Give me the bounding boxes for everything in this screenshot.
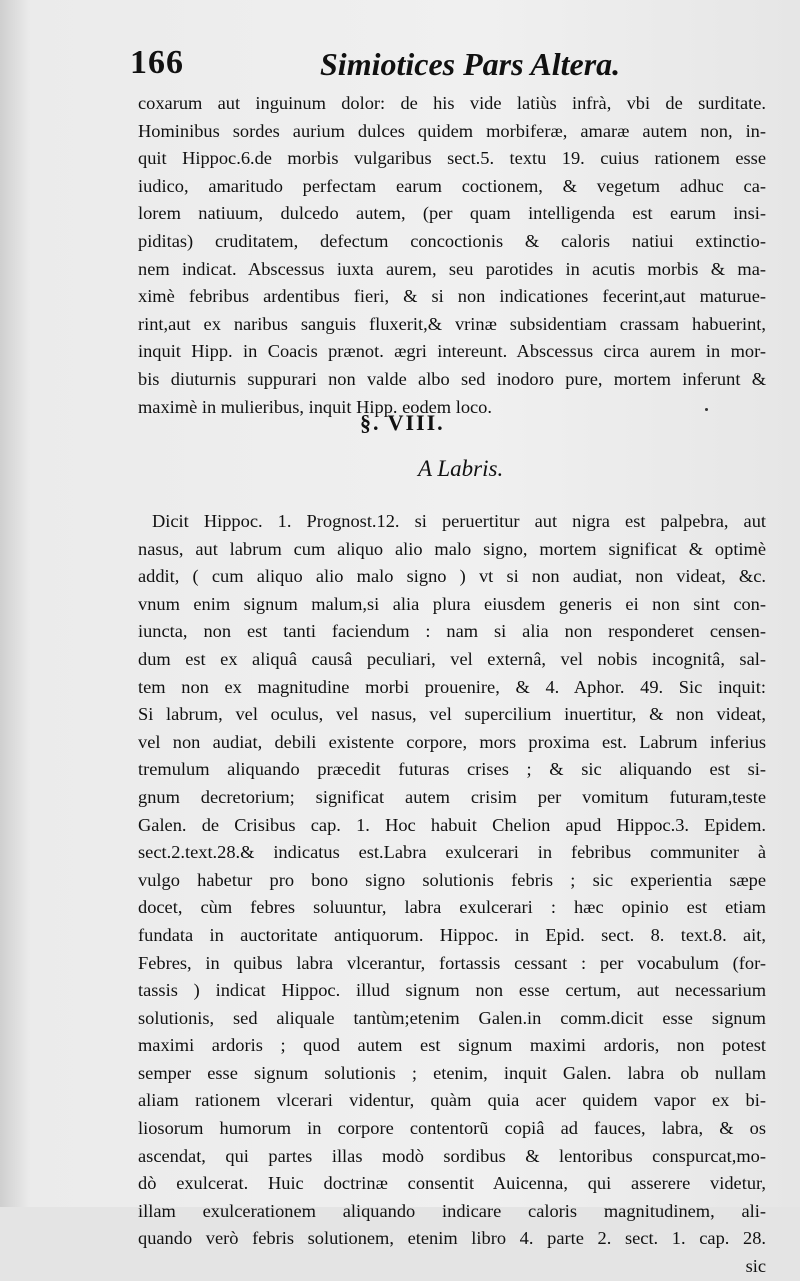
text-line: vulgo habetur pro bono signo solutionis febris ; sic experientia sæpe <box>138 869 766 890</box>
text-line: bis diuturnis suppurari non valde albo sed inodoro pure, mortem inferunt & <box>138 368 766 389</box>
text-line: docet, cùm febres soluuntur, labra exulcerari : hæc opinio est etiam <box>138 897 766 918</box>
text-line: sect.2.text.28.& indicatus est.Labra exulcerari in febribus communiter à <box>138 842 766 863</box>
text-line: Febres, in quibus labra vlcerantur, fortassis cessant : per vocabulum (for- <box>138 952 766 973</box>
text-line: dò exulcerat. Huic doctrinæ consentit Auicenna, qui asserere videtur, <box>138 1173 766 1194</box>
text-line: iudico, amaritudo perfectam earum coctionem, & vegetum adhuc ca- <box>138 175 766 196</box>
paragraph-continued <box>138 90 766 421</box>
text-line: gnum decretorium; significat autem crisim per vomitum futuram,teste <box>138 786 766 807</box>
text-line: maximè in mulieribus, inquit Hipp. eodem loco. <box>138 396 492 417</box>
ink-speck <box>705 408 708 411</box>
text-line: addit, ( cum aliquo alio malo signo ) vt si non audiat, non videat, &c. <box>138 566 766 587</box>
text-line: Hominibus sordes aurium dulces quidem morbiferæ, amaræ autem non, in- <box>138 120 766 141</box>
text-line: tremulum aliquando præcedit futuras crises ; & sic aliquando est si- <box>138 759 766 780</box>
text-line: nasus, aut labrum cum aliquo alio malo signo, mortem significat & optimè <box>138 538 766 559</box>
page-header <box>130 44 640 88</box>
text-line: ximè febribus ardentibus fieri, & si non indicationes fecerint,aut maturue- <box>138 286 766 307</box>
text-line: coxarum aut inguinum dolor: de his vide latiùs infrà, vbi de surditate. <box>138 93 766 113</box>
running-title: Simiotices Pars Altera. <box>320 46 621 82</box>
text-line: vel non audiat, debili existente corpore, mors proxima est. Labrum inferius <box>138 731 766 752</box>
section-title: A Labris. <box>418 456 504 481</box>
text-line: solutionis, sed aliquale tantùm;etenim Galen.in comm.dicit esse signum <box>138 1007 766 1028</box>
text-line: iuncta, non est tanti faciendum : nam si alia non responderet censen- <box>138 621 766 642</box>
text-line: tassis ) indicat Hippoc. illud signum non esse certum, aut necessarium <box>138 980 766 1001</box>
text-line: inquit Hipp. in Coacis prænot. ægri intereunt. Abscessus circa aurem in mor- <box>138 341 766 362</box>
text-line: rint,aut ex naribus sanguis fluxerit,& vrinæ subsidentiam crassam habuerint, <box>138 313 766 334</box>
text-line: quando verò febris solutionem, etenim libro 4. parte 2. sect. 1. cap. 28. <box>138 1228 766 1249</box>
text-line: nem indicat. Abscessus iuxta aurem, seu parotides in acutis morbis & ma- <box>138 258 766 279</box>
text-line: Dicit Hippoc. 1. Prognost.12. si peruertitur aut nigra est palpebra, aut <box>152 511 766 531</box>
text-line: fundata in auctoritate antiquorum. Hippoc. in Epid. sect. 8. text.8. ait, <box>138 924 766 945</box>
text-line: maximi ardoris ; quod autem est signum maximi ardoris, non potest <box>138 1035 766 1056</box>
text-line: Galen. de Crisibus cap. 1. Hoc habuit Chelion apud Hippoc.3. Epidem. <box>138 814 766 835</box>
text-line: liosorum humorum in corpore contentorũ copiâ ad fauces, labra, & os <box>138 1118 766 1139</box>
text-line: dum est ex aliquâ causâ peculiari, vel externâ, vel nobis incognitâ, sal- <box>138 648 766 669</box>
catchword: sic <box>745 1256 766 1277</box>
text-line: aliam rationem vlcerari videntur, quàm quia acer quidem vapor ex bi- <box>138 1090 766 1111</box>
text-line: illam exulcerationem aliquando indicare caloris magnitudinem, ali- <box>138 1200 766 1221</box>
text-line: lorem natiuum, dulcedo autem, (per quam intelligenda est earum insi- <box>138 203 766 224</box>
page-number: 166 <box>130 44 184 81</box>
text-line: semper esse signum solutionis ; etenim, inquit Galen. labra ob nullam <box>138 1062 766 1083</box>
text-line: piditas) cruditatem, defectum concoctionis & caloris natiui extinctio- <box>138 230 766 251</box>
text-line: quit Hippoc.6.de morbis vulgaribus sect.5. textu 19. cuius rationem esse <box>138 148 766 169</box>
text-line: ascendat, qui partes illas modò sordibus & lentoribus conspurcat,mo- <box>138 1145 766 1166</box>
text-line: Si labrum, vel oculus, vel nasus, vel supercilium inuertitur, & non videat, <box>138 704 766 725</box>
text-line: tem non ex magnitudine morbi prouenire, & 4. Aphor. 49. Sic inquit: <box>138 676 766 697</box>
section-number: §. VIII. <box>360 410 445 435</box>
paragraph-body <box>138 508 766 1281</box>
text-line: vnum enim signum malum,si alia plura eiusdem generis ei non sint con- <box>138 593 766 614</box>
